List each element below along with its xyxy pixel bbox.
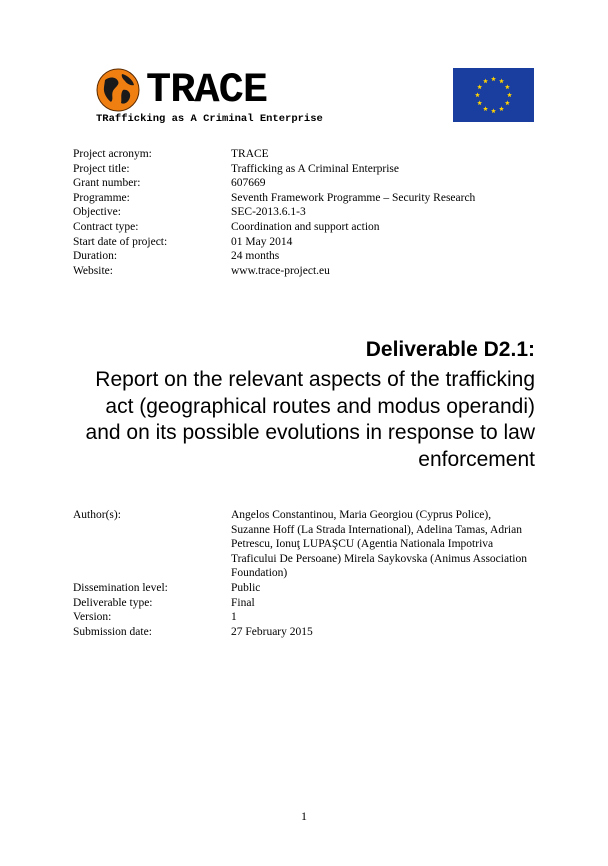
- info-label: Contract type:: [73, 220, 139, 233]
- website-link[interactable]: www.trace-project.eu: [231, 264, 330, 277]
- info-value: SEC-2013.6.1-3: [231, 206, 306, 219]
- eu-flag-icon: [453, 68, 534, 122]
- meta-label: Author(s):: [73, 509, 121, 521]
- info-value: TRACE: [231, 148, 269, 160]
- info-label: Programme:: [73, 191, 130, 204]
- info-label: Website:: [73, 264, 113, 277]
- meta-label: Version:: [73, 611, 112, 624]
- info-row: [73, 176, 475, 191]
- meta-label: Deliverable type:: [73, 596, 153, 609]
- deliverable-meta-table: [73, 508, 531, 639]
- info-label: Duration:: [73, 250, 118, 263]
- meta-label: Submission date:: [73, 625, 152, 638]
- meta-row: [73, 596, 531, 611]
- meta-value: 1: [231, 611, 237, 624]
- info-label: Project acronym:: [73, 148, 152, 160]
- info-row: [73, 220, 475, 235]
- info-label: Objective:: [73, 206, 121, 219]
- info-row: [73, 191, 475, 206]
- deliverable-title-block: [65, 337, 535, 473]
- info-row: [73, 205, 475, 220]
- meta-value: Public: [231, 581, 261, 594]
- info-row: [73, 249, 475, 264]
- deliverable-title: Report on the relevant aspects of the trafficking act (geographical routes and modus operandi) and on its possible evolutions in response to law enforcement: [85, 368, 535, 471]
- page-number: 1: [301, 809, 307, 823]
- project-info-table: [73, 147, 475, 278]
- info-value: 607669: [231, 177, 266, 190]
- meta-label: Dissemination level:: [73, 581, 168, 594]
- info-value: 01 May 2014: [231, 235, 293, 248]
- meta-row: [73, 610, 531, 625]
- info-label: Start date of project:: [73, 235, 168, 248]
- info-row: [73, 264, 475, 279]
- info-row: [73, 147, 475, 162]
- info-label: Project title:: [73, 162, 130, 175]
- info-row: [73, 162, 475, 177]
- info-value: Coordination and support action: [231, 220, 380, 233]
- brand-name: TRACE: [146, 66, 268, 114]
- info-value: 24 months: [231, 250, 280, 263]
- meta-row: [73, 508, 531, 581]
- info-value: Seventh Framework Programme – Security Research: [231, 191, 476, 204]
- meta-row: [73, 581, 531, 596]
- globe-icon: [96, 68, 140, 112]
- info-row: [73, 235, 475, 250]
- meta-value: Final: [231, 596, 255, 609]
- brand-subtitle: TRafficking as A Criminal Enterprise: [96, 113, 323, 125]
- authors-value: Angelos Constantinou, Maria Georgiou (Cyprus Police), Suzanne Hoff (La Strada International), Adelina Tamas, Adrian Petrescu, Ionuţ LUPAŞCU (Agentia Nationala Impotriva Traficului De Persoane) Mirela Saykovska (Animus Association Foundation): [231, 509, 527, 580]
- meta-row: [73, 625, 531, 640]
- meta-value: 27 February 2015: [231, 625, 313, 638]
- info-label: Grant number:: [73, 177, 141, 190]
- deliverable-heading: Deliverable D2.1:: [365, 338, 535, 361]
- info-value: Trafficking as A Criminal Enterprise: [231, 162, 400, 175]
- trace-logo: [96, 66, 323, 126]
